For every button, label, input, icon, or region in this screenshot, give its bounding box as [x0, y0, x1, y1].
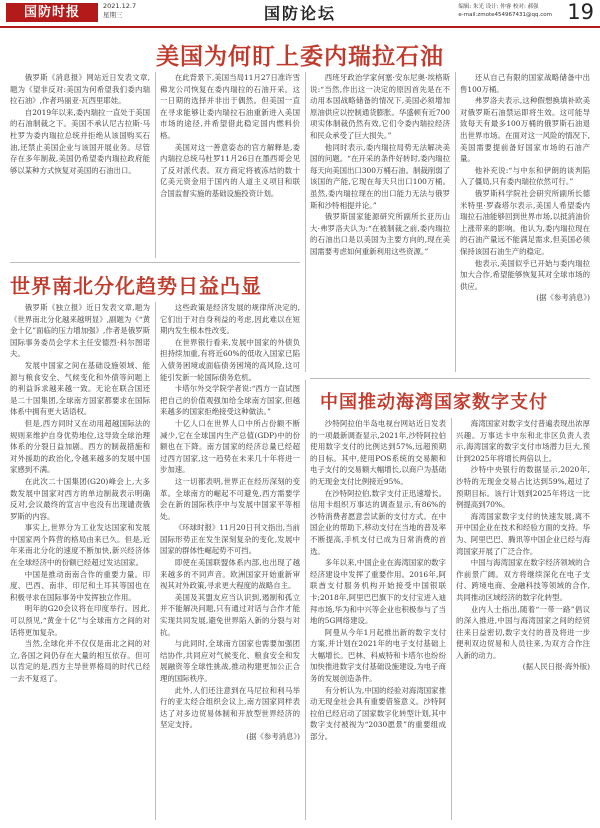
paragraph: 俄罗斯国家能源研究所副所长亚历山大·弗罗洛夫认为:“在被制裁之前,委内瑞拉的石油出口是以美国为主要方向的,现在美国需要考虑如何重新利用这些资源。” — [310, 212, 450, 256]
column-divider — [155, 302, 156, 820]
paragraph: 海湾国家数字支付的快速发展,离不开中国企业在技术和经验方面的支持。华为、阿里巴巴、腾讯等中国企业已经与海湾国家开展了广泛合作。 — [456, 511, 590, 556]
article3-title: 中国推动海湾国家数字支付 — [320, 392, 548, 413]
paragraph: 他表示,美国似乎已开始与委内瑞拉加大合作,希望能够恢复其对全球市场的供应。 — [460, 258, 590, 291]
paragraph: 俄罗斯科学院社会研究所副所长德米特里·罗森塔尔表示,美国人希望委内瑞拉石油能够回到世界市场,以抵消油价上涨带来的影响。他认为,委内瑞拉现在的石油产量远不能满足需求,但美国必须保持该国石油生产的稳定。 — [460, 188, 590, 256]
newspaper-logo: 国防时报 — [6, 3, 98, 22]
paragraph: 这些政策是经济发展的规律所决定的,它们出于对自身利益的考虑,因此难以在短期内发生根本性改变。 — [160, 303, 300, 336]
column-divider — [451, 418, 452, 820]
paragraph: 但是,西方同时又在动用超越国际法的规则来维护自身优势地位,这导致全球治理体系的分裂日益加剧。西方的制裁措施和对外援助的政治化,令越来越多的发展中国家感到不满。 — [10, 418, 150, 475]
article3-col2 — [456, 418, 590, 820]
section-divider — [10, 262, 300, 263]
paragraph: 事实上,世界分为工业发达国家和发展中国家两个阵营的格局由来已久。但是,近年来南北分化的速度不断加快,新兴经济体在全球经济中的份额已经超过发达国家。 — [10, 523, 150, 568]
article2-col1 — [10, 302, 150, 820]
paragraph: 在世界银行看来,发展中国家的外债负担持续加重,有将近60%的低收入国家已陷入债务困境或面临债务困境的高风险,这可能引发新一轮国际债务危机。 — [160, 337, 300, 382]
paragraph: 此外,人们还注意到在马尼拉和利马举行的亚太经合组织会议上,南方国家同样表达了对多边贸易体制和开放型世界经济的坚定支持。 — [160, 685, 300, 730]
column-divider — [305, 380, 306, 820]
date-text: 2021.12.7 — [103, 2, 137, 10]
paragraph: 即使在美国联盟体系内部,也出现了越来越多的不同声音。欧洲国家开始重新审视其对外政策,寻求更大程度的战略自主。 — [160, 558, 300, 591]
paragraph: 发展中国家之间在基础设施领域、能源与粮食安全、气候变化和外债等问题上的利益诉求越来越一致。无论在联合国还是二十国集团,全球南方国家都要求在国际体系中拥有更大话语权。 — [10, 360, 150, 417]
column-divider — [155, 72, 156, 258]
paragraph: 俄罗斯《独立报》近日发表文章,题为《世界南北分化越来越明显》,副题为《“黄金十亿”面临的压力增加强》,作者是俄罗斯国际事务委员会学术主任安德烈·科尔图诺夫。 — [10, 303, 150, 359]
paragraph: 与此同时,全球南方国家也需要加强团结协作,共同应对气候变化、粮食安全和发展融资等全球性挑战,推动构建更加公正合理的国际秩序。 — [160, 639, 300, 683]
column-divider — [305, 72, 306, 372]
paragraph: 在沙特阿拉伯,数字支付正迅速增长。信用卡组织万事达的调查显示,有86%的沙特消费者愿意尝试新的支付方式。在中国企业的帮助下,移动支付在当地的普及率不断提高,手机支付已成为日常消费的首选。 — [310, 488, 446, 556]
paragraph: 美国对这一善意姿态的官方解释是,委内瑞拉总统马杜罗11月26日在墨西哥会见了反对派代表。双方商定将被冻结的数十亿美元资金用于国内的人道主义项目和联合国监督实施的基础设施投资计划。 — [160, 142, 300, 198]
masthead — [0, 0, 600, 26]
paragraph: 有分析认为,中国的经验对海湾国家推动无现金社会具有重要借鉴意义。沙特阿拉伯已经启动了国家数字化转型计划,其中数字支付被视为“2030愿景”的重要组成部分。 — [310, 685, 446, 742]
editor-credits — [458, 3, 552, 19]
paragraph: 中国与海湾国家在数字经济领域的合作前景广阔。双方将继续深化在电子支付、跨境电商、金融科技等领域的合作,共同推动区域经济的数字化转型。 — [456, 558, 590, 602]
page-number: 19 — [567, 0, 594, 24]
article1-title: 美国为何盯上委内瑞拉石油 — [156, 44, 444, 70]
article3-source: (据人民日报·海外版) — [522, 662, 590, 672]
paragraph: 中国是推动南南合作的重要力量。印度、巴西、南非、印尼和土耳其等国也在积极寻求在国际事务中发挥独立作用。 — [10, 569, 150, 602]
paragraph: 自2019年以来,委内瑞拉一直处于美国的石油制裁之下。美国不承认尼古拉斯·马杜罗为委内瑞拉总统并拒绝从该国购买石油,还禁止美国企业与该国开展业务。尽管存在多年制裁,美国仍希望委内瑞拉政府能够以某种方式恢复对美国的石油出口。 — [10, 107, 150, 175]
article1-col2 — [160, 72, 300, 258]
weekday-text: 星期三 — [103, 11, 123, 19]
paragraph: 海湾国家对数字支付普遍表现出浓厚兴趣。万事达卡中东和北非区负责人表示,海湾国家的数字支付市场潜力巨大,预计到2025年将增长两倍以上。 — [456, 419, 590, 463]
paragraph: 西班牙政治学家何塞·安东尼奥·埃格斯说:“当然,作出这一决定的原因首先是在不动用本国战略储备的情况下,美国必须增加原油供应以控制通货膨胀。华盛顿有近700项实体制裁仍然有效,它们令委内瑞拉经济和民众承受了巨大损失。” — [310, 73, 450, 140]
paragraph: 阿曼从今年1月起推出新的数字支付方案,并计划在2021年的电子支付基础上大幅增长。巴林、科威特和卡塔尔也纷纷加快推进数字支付基础设施建设,为电子商务的发展创造条件。 — [310, 627, 446, 684]
paragraph: 《环球时报》11月20日刊文指出,当前国际形势正在发生深刻复杂的变化,发展中国家的群体性崛起势不可挡。 — [160, 523, 300, 556]
editor-names: 编辑: 朱光 设计: 仲睿 校对: 郝强 — [458, 4, 539, 10]
article2-col2 — [160, 302, 300, 820]
article1-col1 — [10, 72, 150, 258]
paragraph: 弗罗洛夫表示,这种假想换填补欧美对俄罗斯石油禁运即将生效。这可能导致每天有最多100万桶的俄罗斯石油退出世界市场。在面对这一风险的情况下,美国需要提前备好国家市场的石油产量。 — [460, 96, 590, 164]
paragraph: 当然,全球化并不仅仅是南北之间的对立,各国之间仍存在大量的相互依存。但可以肯定的是,西方主导世界格局的时代已经一去不复返了。 — [10, 639, 150, 683]
article1-col3 — [310, 72, 450, 372]
paragraph: 明年的G20会议将在印度举行。因此,可以预见,“黄金十亿”与全球南方之间的对话将更加复杂。 — [10, 604, 150, 637]
paragraph: 还从自己有限的国家战略储备中出售100万桶。 — [460, 73, 590, 94]
paragraph: 俄罗斯《消息报》网站近日发表文章,题为《望非反对:美国为何希望我们委内瑞拉石油》,作者玛丽亚·瓦西里耶娃。 — [10, 73, 150, 106]
article2-source: (据《参考消息》) — [246, 731, 300, 741]
column-divider — [455, 72, 456, 372]
paragraph: 业内人士指出,随着“一带一路”倡议的深入推进,中国与海湾国家之间的经贸往来日益密切,数字支付的普及将进一步便利双边贸易和人员往来,为双方合作注入新的动力。 — [456, 604, 590, 660]
paragraph: 在此背景下,美国当局11月27日准许雪佛龙公司恢复在委内瑞拉的石油开采。这一日期的选择并非出于偶然。但美国一直在寻求能够让委内瑞拉石油重新进入美国市场的途径,并希望借此稳定国内燃料价格。 — [160, 73, 300, 140]
paragraph: 沙特中央银行的数据显示,2020年,沙特的无现金交易占比达到59%,超过了预期目标。该行计划到2025年将这一比例提高到70%。 — [456, 465, 590, 510]
article3-col1 — [310, 418, 446, 820]
paragraph: 十亿人口在世界人口中所占份额不断减少,它在全球国内生产总值(GDP)中的份额也在下降。南方国家的经济总量已经超过西方国家,这一趋势在未来几十年将进一步加速。 — [160, 418, 300, 475]
paragraph: 这一切都表明,世界正在经历深刻的变革。全球南方的崛起不可避免,西方需要学会在新的国际秩序中与发展中国家平等相处。 — [160, 476, 300, 521]
paragraph: 他同时表示,委内瑞拉局势无法解决美国的问题。“在开采的条件好转时,委内瑞拉每天向美国出口300万桶石油。制裁削弱了该国的产能,它现在每天只出口100万桶。虽然,委内瑞拉现在的出口能力无法与俄罗斯和沙特相提并论。” — [310, 142, 450, 210]
article1-col4 — [460, 72, 590, 372]
paragraph: 卡塔尔外交学院学者说:“西方一直试图把自己的价值观强加给全球南方国家,但越来越多的国家拒绝接受这种做法。” — [160, 384, 300, 417]
paragraph: 多年以来,中国企业在海湾国家的数字经济建设中发挥了重要作用。2016年,阿联酋支付服务机构开始接受中国银联卡;2018年,阿里巴巴旗下的支付宝进入迪拜市场,华为和中兴等企业也积极参与了当地的5G网络建设。 — [310, 558, 446, 626]
paragraph: 沙特阿拉伯半岛电视台网站近日发表的一项最新调查显示,2021年,沙特阿拉伯使用数字支付的比例达到57%,远超预期的目标。其中,使用POS系统的交易额和电子支付的交易额大幅增长,以商户为基础的无现金支付比例接近95%。 — [310, 419, 446, 486]
article2-title: 世界南北分化趋势日益凸显 — [10, 274, 262, 298]
paragraph: 在此次二十国集团(G20)峰会上,大多数发展中国家对西方的单边制裁表示明确反对,会议最终的宣言中也没有出现谴责俄罗斯的内容。 — [10, 476, 150, 521]
article1-source: (据《参考消息》) — [536, 293, 590, 303]
paragraph: 他补充说:“与中东和伊朗的谈判陷入了僵局,只有委内瑞拉依然可行。” — [460, 165, 590, 187]
paragraph: 美国及其盟友应当认识到,遏制和孤立并不能解决问题,只有通过对话与合作才能实现共同发展,避免世界陷入新的分裂与对抗。 — [160, 592, 300, 637]
masthead-rule — [0, 26, 600, 28]
editor-email: e-mail:zmote454967431@qq.com — [458, 12, 552, 18]
section-title: 国防论坛 — [263, 4, 336, 23]
section-divider — [310, 378, 590, 379]
